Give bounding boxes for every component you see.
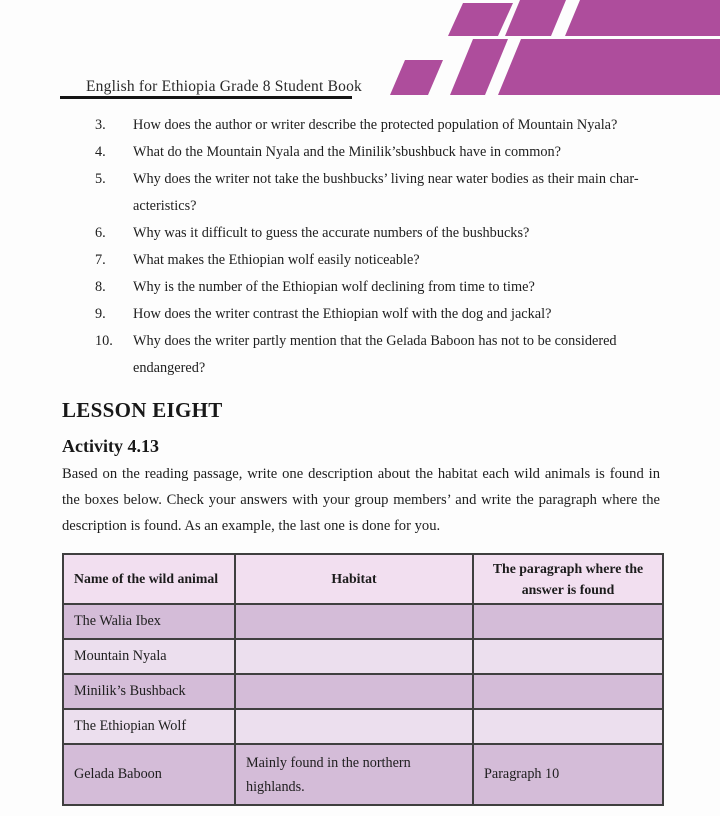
cell-habitat-blank <box>235 639 473 674</box>
question-number: 4. <box>95 144 106 160</box>
question-item <box>95 166 659 220</box>
cell-paragraph-blank <box>473 674 663 709</box>
lesson-heading: LESSON EIGHT <box>62 398 223 422</box>
question-item <box>95 247 659 274</box>
cell-animal-name: Minilik’s Bushback <box>63 674 235 709</box>
question-item <box>95 112 659 139</box>
question-item <box>95 274 659 301</box>
question-item <box>95 301 659 328</box>
question-text: Why does the writer not take the bushbucks’ living near water bodies as their main char-acteristics? <box>133 171 639 214</box>
table-header-row <box>63 554 663 604</box>
question-text: How does the writer contrast the Ethiopian wolf with the dog and jackal? <box>133 306 552 322</box>
question-number: 3. <box>95 117 106 133</box>
table-row <box>63 639 663 674</box>
cell-habitat-blank <box>235 604 473 639</box>
cell-habitat-blank <box>235 709 473 744</box>
cell-paragraph-blank <box>473 639 663 674</box>
activity-heading: Activity 4.13 <box>62 436 159 456</box>
question-item <box>95 328 659 382</box>
column-header-animal: Name of the wild animal <box>63 554 235 604</box>
question-number: 8. <box>95 279 106 295</box>
cell-animal-name: Gelada Baboon <box>63 744 235 805</box>
cell-habitat-blank <box>235 674 473 709</box>
question-text: What makes the Ethiopian wolf easily noticeable? <box>133 252 420 268</box>
question-number: 6. <box>95 225 106 241</box>
cell-habitat-answer: Mainly found in the northern highlands. <box>235 744 473 805</box>
table-row <box>63 674 663 709</box>
cell-paragraph-blank <box>473 604 663 639</box>
table-row <box>63 604 663 639</box>
table-row-example <box>63 744 663 805</box>
activity-instructions: Based on the reading passage, write one description about the habitat each wild animals is found in the boxes below. Check your answers with your group members’ and write the paragraph where the description is found. As an example, the last one is done for you. <box>62 466 660 534</box>
question-text: Why was it difficult to guess the accurate numbers of the bushbucks? <box>133 225 530 241</box>
question-item <box>95 220 659 247</box>
running-head-title: English for Ethiopia Grade 8 Student Book <box>86 78 362 95</box>
question-list <box>95 112 659 382</box>
question-text: What do the Mountain Nyala and the Minilik’sbushbuck have in common? <box>133 144 562 160</box>
question-item <box>95 139 659 166</box>
cell-paragraph-answer: Paragraph 10 <box>473 744 663 805</box>
habitat-table <box>62 553 664 806</box>
cell-paragraph-blank <box>473 709 663 744</box>
question-number: 5. <box>95 171 106 187</box>
table-row <box>63 709 663 744</box>
cell-animal-name: The Ethiopian Wolf <box>63 709 235 744</box>
question-text: Why does the writer partly mention that the Gelada Baboon has not to be considered endangered? <box>133 333 617 376</box>
question-number: 7. <box>95 252 106 268</box>
running-head-rule <box>60 96 352 99</box>
question-text: How does the author or writer describe the protected population of Mountain Nyala? <box>133 117 618 133</box>
column-header-habitat: Habitat <box>235 554 473 604</box>
question-text: Why is the number of the Ethiopian wolf declining from time to time? <box>133 279 535 295</box>
cell-animal-name: The Walia Ibex <box>63 604 235 639</box>
column-header-paragraph: The paragraph where the answer is found <box>473 554 663 604</box>
cell-animal-name: Mountain Nyala <box>63 639 235 674</box>
question-number: 10. <box>95 333 113 349</box>
question-number: 9. <box>95 306 106 322</box>
